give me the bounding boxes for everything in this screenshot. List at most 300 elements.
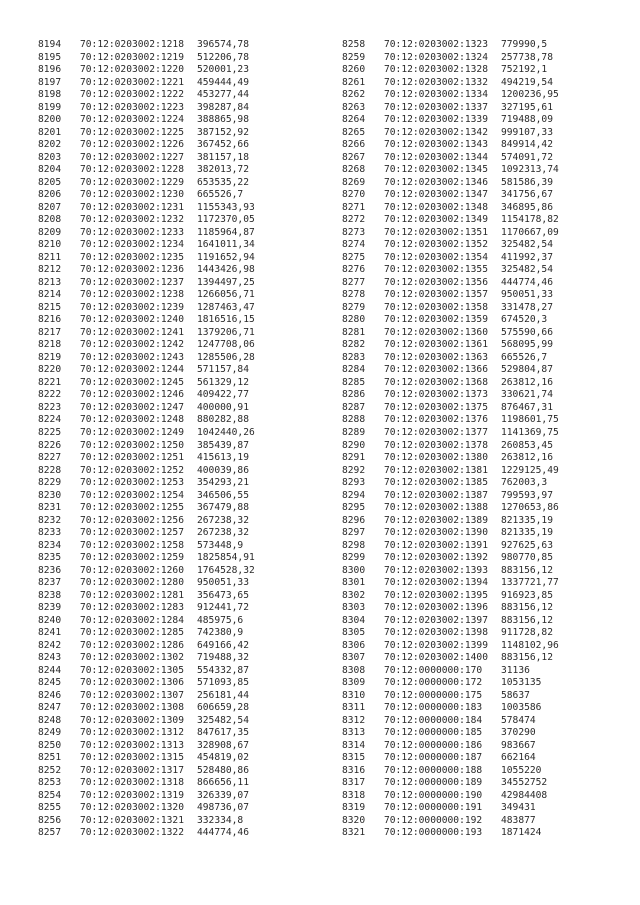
table-row bbox=[38, 339, 255, 352]
table-row bbox=[38, 264, 255, 277]
table-row bbox=[38, 139, 255, 152]
row-index: 8264 bbox=[342, 114, 366, 126]
cadastral-number: 70:12:0203002:1378 bbox=[384, 439, 488, 451]
row-index: 8220 bbox=[38, 364, 62, 376]
cadastral-number: 70:12:0000000:186 bbox=[384, 739, 483, 751]
row-amount: 649166,42 bbox=[197, 639, 249, 651]
right-column bbox=[342, 39, 559, 840]
cadastral-number: 70:12:0203002:1328 bbox=[384, 64, 488, 76]
cadastral-number: 70:12:0203002:1224 bbox=[80, 114, 184, 126]
row-amount: 568095,99 bbox=[501, 339, 553, 351]
row-index: 8284 bbox=[342, 364, 366, 376]
row-amount: 581586,39 bbox=[501, 176, 553, 188]
row-index: 8229 bbox=[38, 477, 62, 489]
table-row bbox=[38, 815, 255, 828]
row-index: 8246 bbox=[38, 689, 62, 701]
row-index: 8281 bbox=[342, 326, 366, 338]
row-index: 8243 bbox=[38, 652, 62, 664]
table-row bbox=[38, 152, 255, 165]
row-amount: 331478,27 bbox=[501, 301, 553, 313]
table-row bbox=[38, 314, 255, 327]
row-amount: 326339,07 bbox=[197, 789, 249, 801]
row-index: 8280 bbox=[342, 314, 366, 326]
row-index: 8289 bbox=[342, 426, 366, 438]
table-row bbox=[342, 277, 559, 290]
table-row bbox=[38, 615, 255, 628]
row-index: 8305 bbox=[342, 627, 366, 639]
cadastral-number: 70:12:0203002:1355 bbox=[384, 264, 488, 276]
row-index: 8252 bbox=[38, 764, 62, 776]
row-amount: 346895,86 bbox=[501, 201, 553, 213]
row-amount: 1185964,87 bbox=[197, 226, 255, 238]
cadastral-number: 70:12:0203002:1232 bbox=[80, 214, 184, 226]
row-amount: 821335,19 bbox=[501, 514, 553, 526]
row-index: 8269 bbox=[342, 176, 366, 188]
row-index: 8251 bbox=[38, 752, 62, 764]
row-index: 8232 bbox=[38, 514, 62, 526]
cadastral-number: 70:12:0203002:1238 bbox=[80, 289, 184, 301]
table-row bbox=[38, 515, 255, 528]
cadastral-number: 70:12:0203002:1244 bbox=[80, 364, 184, 376]
row-amount: 1247708,06 bbox=[197, 339, 255, 351]
table-row bbox=[342, 540, 559, 553]
row-amount: 528480,86 bbox=[197, 764, 249, 776]
table-row bbox=[342, 802, 559, 815]
row-index: 8319 bbox=[342, 802, 366, 814]
table-row bbox=[38, 327, 255, 340]
row-amount: 571157,84 bbox=[197, 364, 249, 376]
row-amount: 1229125,49 bbox=[501, 464, 559, 476]
row-amount: 883156,12 bbox=[501, 564, 553, 576]
table-row bbox=[342, 727, 559, 740]
row-amount: 571093,85 bbox=[197, 677, 249, 689]
row-amount: 847617,35 bbox=[197, 727, 249, 739]
table-row bbox=[342, 252, 559, 265]
table-row bbox=[342, 352, 559, 365]
row-amount: 561329,12 bbox=[197, 376, 249, 388]
row-index: 8285 bbox=[342, 376, 366, 388]
row-index: 8249 bbox=[38, 727, 62, 739]
table-row bbox=[38, 402, 255, 415]
cadastral-number: 70:12:0203002:1312 bbox=[80, 727, 184, 739]
row-amount: 1641011,34 bbox=[197, 239, 255, 251]
row-index: 8312 bbox=[342, 714, 366, 726]
row-index: 8245 bbox=[38, 677, 62, 689]
row-amount: 1141369,75 bbox=[501, 426, 559, 438]
row-amount: 1287463,47 bbox=[197, 301, 255, 313]
row-index: 8197 bbox=[38, 76, 62, 88]
table-row bbox=[342, 740, 559, 753]
table-row bbox=[342, 39, 559, 52]
row-index: 8227 bbox=[38, 452, 62, 464]
row-index: 8309 bbox=[342, 677, 366, 689]
row-index: 8222 bbox=[38, 389, 62, 401]
row-index: 8292 bbox=[342, 464, 366, 476]
table-row bbox=[342, 702, 559, 715]
table-row bbox=[38, 177, 255, 190]
row-amount: 327195,61 bbox=[501, 101, 553, 113]
row-index: 8315 bbox=[342, 752, 366, 764]
cadastral-number: 70:12:0203002:1347 bbox=[384, 189, 488, 201]
row-amount: 396574,78 bbox=[197, 39, 249, 50]
table-row bbox=[38, 102, 255, 115]
table-row bbox=[38, 490, 255, 503]
row-amount: 1155343,93 bbox=[197, 201, 255, 213]
row-amount: 574091,72 bbox=[501, 151, 553, 163]
cadastral-number: 70:12:0203002:1332 bbox=[384, 76, 488, 88]
row-amount: 1170667,09 bbox=[501, 226, 559, 238]
cadastral-number: 70:12:0203002:1246 bbox=[80, 389, 184, 401]
cadastral-number: 70:12:0203002:1233 bbox=[80, 226, 184, 238]
row-index: 8202 bbox=[38, 139, 62, 151]
cadastral-number: 70:12:0203002:1305 bbox=[80, 664, 184, 676]
table-row bbox=[342, 452, 559, 465]
table-row bbox=[38, 540, 255, 553]
cadastral-number: 70:12:0203002:1394 bbox=[384, 577, 488, 589]
table-row bbox=[342, 152, 559, 165]
row-amount: 453277,44 bbox=[197, 89, 249, 101]
cadastral-number: 70:12:0203002:1385 bbox=[384, 477, 488, 489]
table-row bbox=[342, 302, 559, 315]
cadastral-number: 70:12:0203002:1231 bbox=[80, 201, 184, 213]
cadastral-number: 70:12:0203002:1234 bbox=[80, 239, 184, 251]
row-amount: 927625,63 bbox=[501, 539, 553, 551]
table-row bbox=[342, 102, 559, 115]
row-amount: 263812,16 bbox=[501, 452, 553, 464]
row-amount: 876467,31 bbox=[501, 401, 553, 413]
row-amount: 498736,07 bbox=[197, 802, 249, 814]
cadastral-number: 70:12:0203002:1283 bbox=[80, 602, 184, 614]
row-amount: 719488,09 bbox=[501, 114, 553, 126]
cadastral-number: 70:12:0203002:1285 bbox=[80, 627, 184, 639]
table-row bbox=[342, 577, 559, 590]
table-row bbox=[342, 790, 559, 803]
cadastral-number: 70:12:0000000:170 bbox=[384, 664, 483, 676]
table-row bbox=[38, 590, 255, 603]
row-index: 8302 bbox=[342, 589, 366, 601]
cadastral-number: 70:12:0203002:1252 bbox=[80, 464, 184, 476]
cadastral-number: 70:12:0203002:1245 bbox=[80, 376, 184, 388]
table-row bbox=[38, 702, 255, 715]
row-amount: 1042440,26 bbox=[197, 426, 255, 438]
table-row bbox=[38, 302, 255, 315]
row-index: 8235 bbox=[38, 552, 62, 564]
table-row bbox=[342, 427, 559, 440]
cadastral-number: 70:12:0203002:1240 bbox=[80, 314, 184, 326]
cadastral-number: 70:12:0203002:1230 bbox=[80, 189, 184, 201]
row-index: 8199 bbox=[38, 101, 62, 113]
table-row bbox=[342, 515, 559, 528]
cadastral-number: 70:12:0203002:1348 bbox=[384, 201, 488, 213]
row-amount: 485975,6 bbox=[197, 614, 244, 626]
row-amount: 799593,97 bbox=[501, 489, 553, 501]
cadastral-number: 70:12:0203002:1345 bbox=[384, 164, 488, 176]
cadastral-number: 70:12:0203002:1247 bbox=[80, 401, 184, 413]
cadastral-number: 70:12:0000000:175 bbox=[384, 689, 483, 701]
cadastral-number: 70:12:0203002:1368 bbox=[384, 376, 488, 388]
table-row bbox=[38, 440, 255, 453]
row-index: 8287 bbox=[342, 401, 366, 413]
row-index: 8223 bbox=[38, 401, 62, 413]
table-row bbox=[38, 565, 255, 578]
row-index: 8239 bbox=[38, 602, 62, 614]
cadastral-number: 70:12:0203002:1349 bbox=[384, 214, 488, 226]
table-row bbox=[38, 752, 255, 765]
row-amount: 330621,74 bbox=[501, 389, 553, 401]
row-amount: 382013,72 bbox=[197, 164, 249, 176]
cadastral-number: 70:12:0203002:1363 bbox=[384, 351, 488, 363]
cadastral-number: 70:12:0203002:1228 bbox=[80, 164, 184, 176]
cadastral-number: 70:12:0203002:1396 bbox=[384, 602, 488, 614]
row-amount: 606659,28 bbox=[197, 702, 249, 714]
cadastral-number: 70:12:0203002:1254 bbox=[80, 489, 184, 501]
table-row bbox=[38, 627, 255, 640]
row-amount: 821335,19 bbox=[501, 527, 553, 539]
row-amount: 1270653,86 bbox=[501, 502, 559, 514]
row-amount: 341756,67 bbox=[501, 189, 553, 201]
row-index: 8316 bbox=[342, 764, 366, 776]
table-row bbox=[38, 364, 255, 377]
table-row bbox=[342, 690, 559, 703]
table-row bbox=[38, 477, 255, 490]
table-row bbox=[38, 577, 255, 590]
row-index: 8238 bbox=[38, 589, 62, 601]
table-row bbox=[38, 52, 255, 65]
row-amount: 578474 bbox=[501, 714, 536, 726]
row-amount: 58637 bbox=[501, 689, 530, 701]
row-amount: 1055220 bbox=[501, 764, 542, 776]
table-row bbox=[342, 202, 559, 215]
table-row bbox=[342, 414, 559, 427]
table-row bbox=[342, 502, 559, 515]
cadastral-number: 70:12:0203002:1260 bbox=[80, 564, 184, 576]
row-amount: 520001,23 bbox=[197, 64, 249, 76]
cadastral-number: 70:12:0000000:183 bbox=[384, 702, 483, 714]
cadastral-number: 70:12:0203002:1323 bbox=[384, 39, 488, 50]
table-row bbox=[342, 239, 559, 252]
table-row bbox=[342, 677, 559, 690]
table-row bbox=[38, 802, 255, 815]
cadastral-number: 70:12:0203002:1344 bbox=[384, 151, 488, 163]
row-index: 8318 bbox=[342, 789, 366, 801]
cadastral-number: 70:12:0203002:1380 bbox=[384, 452, 488, 464]
row-index: 8204 bbox=[38, 164, 62, 176]
table-row bbox=[342, 752, 559, 765]
cadastral-number: 70:12:0203002:1286 bbox=[80, 639, 184, 651]
row-amount: 980770,85 bbox=[501, 552, 553, 564]
cadastral-number: 70:12:0203002:1393 bbox=[384, 564, 488, 576]
table-row bbox=[342, 77, 559, 90]
left-column bbox=[38, 39, 255, 840]
row-index: 8262 bbox=[342, 89, 366, 101]
table-row bbox=[342, 339, 559, 352]
row-amount: 370290 bbox=[501, 727, 536, 739]
table-row bbox=[342, 64, 559, 77]
row-amount: 356473,65 bbox=[197, 589, 249, 601]
table-row bbox=[38, 389, 255, 402]
table-row bbox=[342, 665, 559, 678]
row-index: 8259 bbox=[342, 51, 366, 63]
table-row bbox=[342, 314, 559, 327]
row-amount: 529804,87 bbox=[501, 364, 553, 376]
cadastral-number: 70:12:0203002:1280 bbox=[80, 577, 184, 589]
row-amount: 1764528,32 bbox=[197, 564, 255, 576]
table-row bbox=[342, 189, 559, 202]
cadastral-number: 70:12:0203002:1227 bbox=[80, 151, 184, 163]
table-row bbox=[38, 202, 255, 215]
table-row bbox=[342, 652, 559, 665]
cadastral-number: 70:12:0203002:1248 bbox=[80, 414, 184, 426]
row-index: 8317 bbox=[342, 777, 366, 789]
row-index: 8216 bbox=[38, 314, 62, 326]
cadastral-number: 70:12:0203002:1243 bbox=[80, 351, 184, 363]
row-index: 8255 bbox=[38, 802, 62, 814]
table-row bbox=[342, 477, 559, 490]
table-row bbox=[342, 715, 559, 728]
cadastral-number: 70:12:0000000:184 bbox=[384, 714, 483, 726]
row-index: 8275 bbox=[342, 251, 366, 263]
cadastral-number: 70:12:0203002:1391 bbox=[384, 539, 488, 551]
row-index: 8298 bbox=[342, 539, 366, 551]
row-index: 8234 bbox=[38, 539, 62, 551]
table-row bbox=[342, 364, 559, 377]
cadastral-number: 70:12:0203002:1317 bbox=[80, 764, 184, 776]
row-amount: 983667 bbox=[501, 739, 536, 751]
cadastral-number: 70:12:0203002:1250 bbox=[80, 439, 184, 451]
cadastral-number: 70:12:0203002:1322 bbox=[80, 827, 184, 839]
row-amount: 385439,87 bbox=[197, 439, 249, 451]
row-index: 8206 bbox=[38, 189, 62, 201]
row-amount: 1154178,82 bbox=[501, 214, 559, 226]
cadastral-number: 70:12:0203002:1334 bbox=[384, 89, 488, 101]
row-amount: 1148102,96 bbox=[501, 639, 559, 651]
row-amount: 883156,12 bbox=[501, 602, 553, 614]
cadastral-number: 70:12:0203002:1249 bbox=[80, 426, 184, 438]
table-row bbox=[38, 765, 255, 778]
cadastral-number: 70:12:0203002:1253 bbox=[80, 477, 184, 489]
cadastral-number: 70:12:0203002:1389 bbox=[384, 514, 488, 526]
row-amount: 263812,16 bbox=[501, 376, 553, 388]
cadastral-number: 70:12:0203002:1226 bbox=[80, 139, 184, 151]
row-amount: 444774,46 bbox=[501, 276, 553, 288]
cadastral-number: 70:12:0203002:1356 bbox=[384, 276, 488, 288]
cadastral-number: 70:12:0000000:193 bbox=[384, 827, 483, 839]
row-amount: 911728,82 bbox=[501, 627, 553, 639]
table-row bbox=[342, 52, 559, 65]
row-amount: 912441,72 bbox=[197, 602, 249, 614]
cadastral-number: 70:12:0203002:1397 bbox=[384, 614, 488, 626]
row-amount: 662164 bbox=[501, 752, 536, 764]
cadastral-number: 70:12:0203002:1392 bbox=[384, 552, 488, 564]
row-index: 8263 bbox=[342, 101, 366, 113]
table-row bbox=[342, 389, 559, 402]
row-amount: 454819,02 bbox=[197, 752, 249, 764]
row-index: 8213 bbox=[38, 276, 62, 288]
row-amount: 665526,7 bbox=[501, 351, 548, 363]
row-amount: 34552752 bbox=[501, 777, 548, 789]
row-amount: 325482,54 bbox=[501, 264, 553, 276]
row-amount: 883156,12 bbox=[501, 652, 553, 664]
row-index: 8265 bbox=[342, 126, 366, 138]
table-row bbox=[342, 327, 559, 340]
row-amount: 42984408 bbox=[501, 789, 548, 801]
table-row bbox=[38, 114, 255, 127]
row-index: 8200 bbox=[38, 114, 62, 126]
cadastral-number: 70:12:0203002:1343 bbox=[384, 139, 488, 151]
cadastral-number: 70:12:0203002:1313 bbox=[80, 739, 184, 751]
row-index: 8242 bbox=[38, 639, 62, 651]
table-row bbox=[38, 790, 255, 803]
table-row bbox=[38, 77, 255, 90]
table-row bbox=[342, 815, 559, 828]
cadastral-number: 70:12:0203002:1395 bbox=[384, 589, 488, 601]
row-index: 8256 bbox=[38, 814, 62, 826]
row-index: 8195 bbox=[38, 51, 62, 63]
table-row bbox=[38, 64, 255, 77]
table-row bbox=[38, 239, 255, 252]
row-index: 8282 bbox=[342, 339, 366, 351]
cadastral-number: 70:12:0203002:1222 bbox=[80, 89, 184, 101]
row-index: 8297 bbox=[342, 527, 366, 539]
table-row bbox=[342, 490, 559, 503]
table-row bbox=[38, 227, 255, 240]
row-amount: 31136 bbox=[501, 664, 530, 676]
cadastral-number: 70:12:0203002:1377 bbox=[384, 426, 488, 438]
row-index: 8276 bbox=[342, 264, 366, 276]
row-index: 8210 bbox=[38, 239, 62, 251]
row-amount: 1003586 bbox=[501, 702, 542, 714]
table-row bbox=[38, 665, 255, 678]
row-index: 8291 bbox=[342, 452, 366, 464]
cadastral-number: 70:12:0203002:1284 bbox=[80, 614, 184, 626]
table-row bbox=[38, 727, 255, 740]
row-amount: 762003,3 bbox=[501, 477, 548, 489]
row-index: 8288 bbox=[342, 414, 366, 426]
cadastral-number: 70:12:0203002:1241 bbox=[80, 326, 184, 338]
cadastral-number: 70:12:0203002:1307 bbox=[80, 689, 184, 701]
row-amount: 346506,55 bbox=[197, 489, 249, 501]
row-amount: 752192,1 bbox=[501, 64, 548, 76]
table-row bbox=[342, 402, 559, 415]
cadastral-number: 70:12:0203002:1375 bbox=[384, 401, 488, 413]
cadastral-number: 70:12:0203002:1399 bbox=[384, 639, 488, 651]
row-amount: 459444,49 bbox=[197, 76, 249, 88]
row-index: 8270 bbox=[342, 189, 366, 201]
row-amount: 415613,19 bbox=[197, 452, 249, 464]
row-amount: 880282,88 bbox=[197, 414, 249, 426]
row-index: 8236 bbox=[38, 564, 62, 576]
table-row bbox=[38, 414, 255, 427]
cadastral-number: 70:12:0203002:1361 bbox=[384, 339, 488, 351]
row-index: 8268 bbox=[342, 164, 366, 176]
row-index: 8304 bbox=[342, 614, 366, 626]
table-row bbox=[342, 127, 559, 140]
table-row bbox=[342, 565, 559, 578]
row-index: 8194 bbox=[38, 39, 62, 50]
row-index: 8248 bbox=[38, 714, 62, 726]
row-amount: 950051,33 bbox=[197, 577, 249, 589]
row-index: 8320 bbox=[342, 814, 366, 826]
cadastral-number: 70:12:0203002:1302 bbox=[80, 652, 184, 664]
cadastral-number: 70:12:0203002:1400 bbox=[384, 652, 488, 664]
row-index: 8257 bbox=[38, 827, 62, 839]
row-index: 8295 bbox=[342, 502, 366, 514]
cadastral-number: 70:12:0203002:1251 bbox=[80, 452, 184, 464]
row-index: 8260 bbox=[342, 64, 366, 76]
cadastral-number: 70:12:0203002:1339 bbox=[384, 114, 488, 126]
table-row bbox=[342, 552, 559, 565]
table-row bbox=[38, 377, 255, 390]
